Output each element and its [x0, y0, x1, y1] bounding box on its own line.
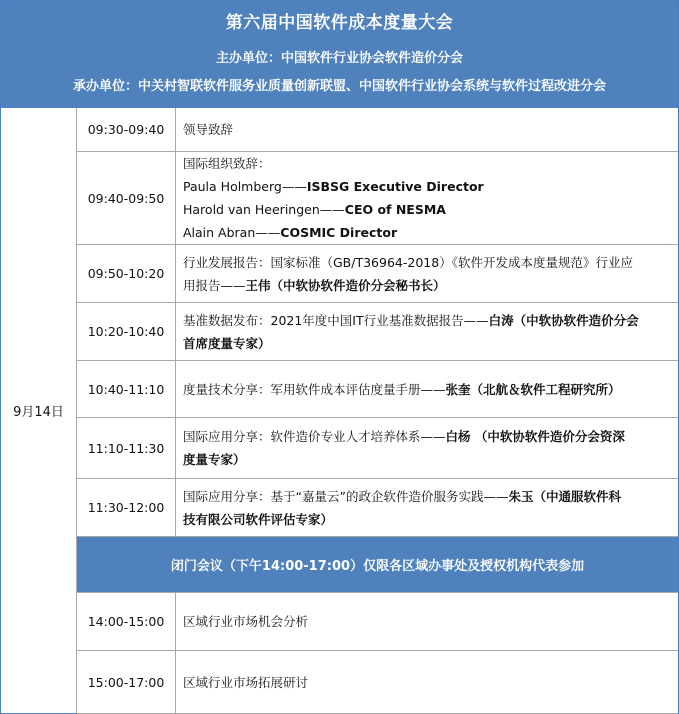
time-slot: 10:40-11:10	[77, 361, 176, 417]
session-text: Harold van Heeringen——	[183, 202, 345, 217]
speaker-text: 朱玉（中通服软件科	[508, 488, 621, 504]
session-text: 国际应用分享：软件造价专业人才培养体系——	[183, 429, 446, 444]
closed-meeting-banner: 闭门会议（下午14:00-17:00）仅限各区域办事处及授权机构代表参加	[77, 537, 678, 593]
session-content	[183, 108, 672, 151]
session-text: 基准数据发布：2021年度中国IT行业基准数据报告——	[183, 312, 489, 328]
time-slot: 11:30-12:00	[77, 479, 176, 536]
session-line	[183, 485, 672, 508]
agenda-row	[77, 152, 678, 245]
session-line	[183, 671, 672, 694]
session-line	[183, 175, 672, 198]
organizer-line: 主办单位：中国软件行业协会软件造价分会	[215, 51, 463, 66]
session-text: 行业发展报告：国家标准（GB/T36964-2018）《软件开发成本度量规范》行业应	[183, 254, 633, 270]
session-text: 区域行业市场机会分析	[183, 614, 309, 629]
session-content	[183, 593, 672, 650]
time-slot: 11:10-11:30	[77, 418, 176, 478]
agenda-row	[77, 479, 678, 537]
session-content	[183, 361, 672, 417]
speaker-text: 度量专家）	[183, 452, 246, 467]
session-line	[183, 378, 672, 401]
time-slot: 10:20-10:40	[77, 303, 176, 360]
session-line	[183, 425, 672, 448]
session-text: 区域行业市场拓展研讨	[183, 674, 309, 690]
time-slot: 15:00-17:00	[77, 651, 176, 713]
session-line	[183, 152, 672, 175]
session-line	[183, 309, 672, 332]
session-content	[183, 479, 672, 536]
session-line	[183, 448, 672, 471]
speaker-text: 技有限公司软件评估专家）	[183, 511, 334, 527]
speaker-text: 首席度量专家）	[183, 335, 271, 351]
session-line	[183, 118, 672, 141]
session-text: 国际应用分享：基于“嘉量云”的政企软件造价服务实践——	[183, 488, 509, 504]
speaker-text: COSMIC Director	[280, 225, 398, 240]
speaker-text: 张奎（北航＆软件工程研究所）	[445, 381, 621, 397]
session-content	[183, 152, 672, 244]
session-content	[183, 651, 672, 713]
speaker-text: ISBSG Executive Director	[306, 179, 484, 194]
session-line	[183, 508, 672, 531]
date-cell: 9月14日	[1, 108, 77, 713]
agenda-row	[77, 108, 678, 152]
session-line	[183, 221, 672, 244]
speaker-text: 白杨 （中软协软件造价分会资深	[445, 429, 625, 444]
session-text: 用报告——	[183, 277, 246, 293]
session-content	[183, 303, 672, 360]
session-line	[183, 610, 672, 633]
speaker-text: CEO of NESMA	[344, 202, 446, 217]
agenda-row	[77, 361, 678, 418]
session-text: Paula Holmberg——	[183, 179, 307, 194]
agenda-header	[1, 1, 678, 108]
agenda-row	[77, 593, 678, 651]
session-content	[183, 418, 672, 478]
time-slot: 14:00-15:00	[77, 593, 176, 650]
session-line	[183, 332, 672, 355]
session-text: 国际组织致辞：	[183, 156, 271, 171]
session-line	[183, 198, 672, 221]
agenda-row	[77, 245, 678, 303]
session-text: Alain Abran——	[183, 225, 281, 240]
speaker-text: 王伟（中软协软件造价分会秘书长）	[245, 277, 446, 293]
conference-title: 第六届中国软件成本度量大会	[225, 13, 454, 33]
session-line	[183, 274, 672, 297]
agenda-row	[77, 651, 678, 714]
session-line	[183, 251, 672, 274]
time-slot: 09:40-09:50	[77, 152, 176, 244]
time-slot: 09:30-09:40	[77, 108, 176, 151]
session-content	[183, 245, 672, 302]
agenda-row	[77, 418, 678, 479]
session-text: 度量技术分享：军用软件成本评估度量手册——	[183, 381, 446, 397]
speaker-text: 白涛（中软协软件造价分会	[488, 312, 639, 328]
session-text: 领导致辞	[183, 122, 234, 137]
time-slot: 09:50-10:20	[77, 245, 176, 302]
agenda-row	[77, 303, 678, 361]
co-organizer-line: 承办单位：中关村智联软件服务业质量创新联盟、中国软件行业协会系统与软件过程改进分会	[72, 79, 606, 94]
